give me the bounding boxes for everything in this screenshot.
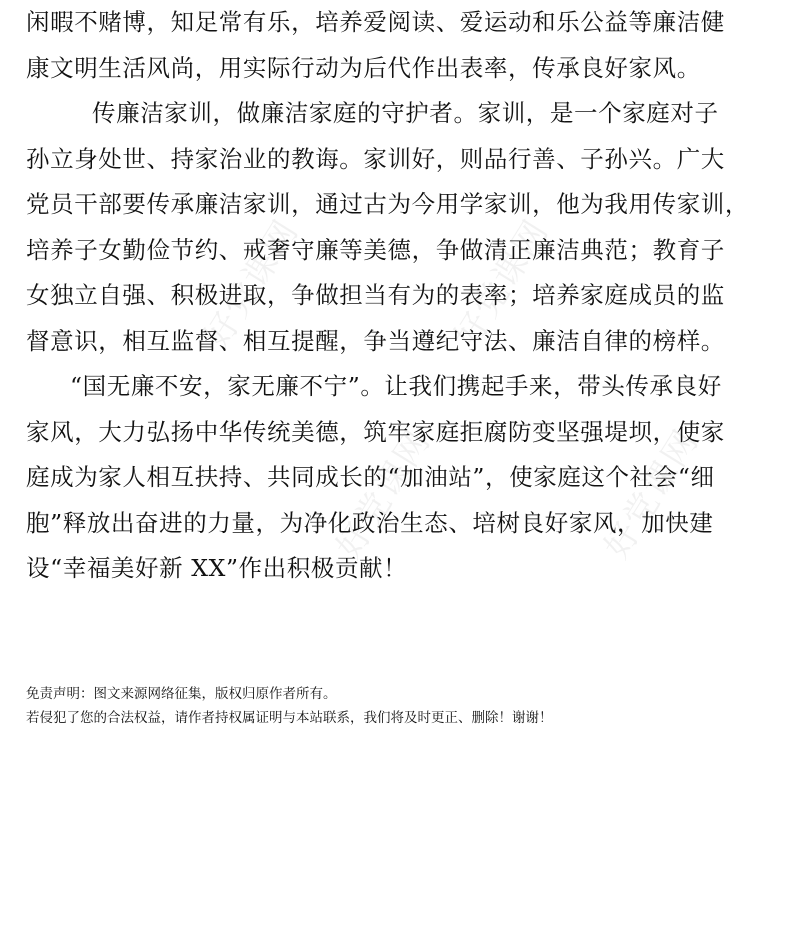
watermark: 好党课网	[446, 212, 558, 356]
article-body	[26, 0, 786, 592]
text-line: 庭成为家人相互扶持、共同成长的“加油站”，使家庭这个社会“细	[26, 463, 715, 491]
watermark: 好党课网	[196, 212, 308, 356]
text-line: 女独立自强、积极进取，争做担当有为的表率；培养家庭成员的监	[26, 281, 725, 309]
text-line: 孙立身处世、持家治业的教诲。家训好，则品行善、子孙兴。广大	[26, 144, 725, 173]
watermark: 好党课网	[596, 422, 708, 566]
paragraph-start-line: 传廉洁家训，做廉洁家庭的守护者。家训，是一个家庭对子	[92, 99, 719, 127]
paragraph-start-line: “国无廉不安，家无廉不宁”。让我们携起手来，带头传承良好	[70, 372, 722, 400]
text-line: 培养子女勤俭节约、戒奢守廉等美德，争做清正廉洁典范；教育子	[26, 235, 725, 264]
text-line: 闲暇不赌博，知足常有乐，培养爱阅读、爱运动和乐公益等廉洁健	[26, 8, 725, 36]
text-line: 康文明生活风尚，用实际行动为后代作出表率，传承良好家风。	[26, 53, 701, 82]
text-line: 督意识，相互监督、相互提醒，争当遵纪守法、廉洁自律的榜样。	[26, 326, 725, 355]
text-line: 家风，大力弘扬中华传统美德，筑牢家庭拒腐防变坚强堤坝，使家	[26, 417, 725, 446]
disclaimer-line: 若侵犯了您的合法权益，请作者持权属证明与本站联系，我们将及时更正、删除！谢谢！	[26, 710, 553, 726]
disclaimer	[26, 682, 786, 730]
watermark: 好党课网	[328, 422, 440, 566]
text-line: 胞”释放出奋进的力量，为净化政治生态、培树良好家风，加快建	[26, 508, 714, 537]
text-line: 党员干部要传承廉洁家训，通过古为今用学家训，他为我用传家训，	[26, 190, 749, 218]
disclaimer-line: 免责声明：图文来源网络征集，版权归原作者所有。	[26, 686, 337, 702]
text-line: 设“幸福美好新 XX”作出积极贡献！	[26, 554, 408, 582]
